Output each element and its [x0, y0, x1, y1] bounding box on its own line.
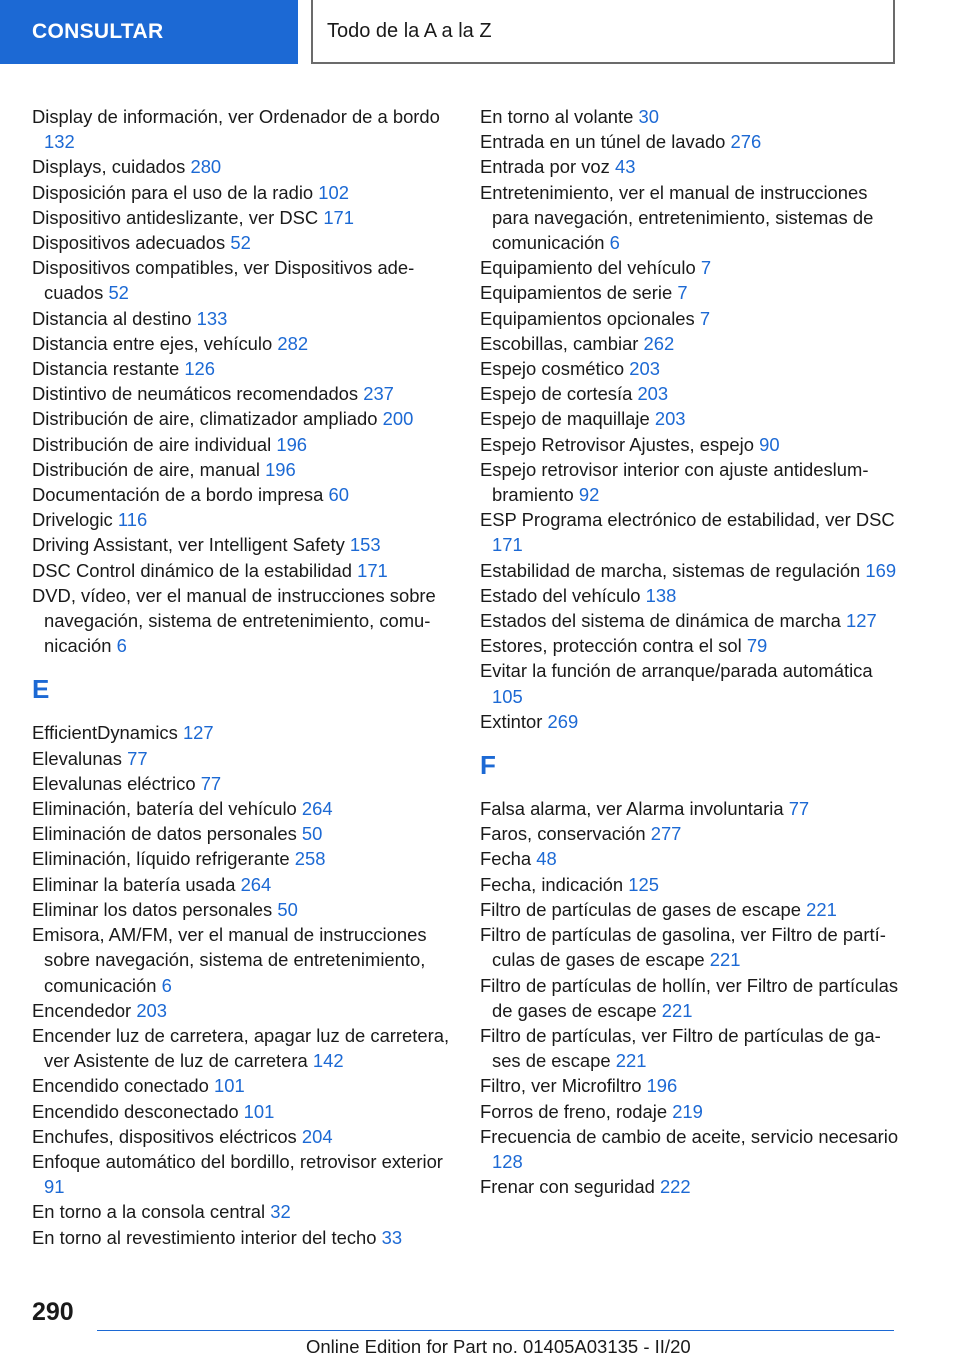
- page-reference-link[interactable]: 196: [265, 458, 296, 480]
- index-entry: [480, 306, 900, 331]
- index-entry: [32, 1023, 450, 1073]
- index-entry: [32, 104, 450, 154]
- index-entry-text: Estados del sistema de dinámica de marcha: [480, 610, 841, 632]
- index-entry: [32, 331, 450, 356]
- page-reference-link[interactable]: 277: [650, 823, 682, 845]
- page-reference-link[interactable]: 7: [700, 257, 712, 279]
- index-entry-text: Equipamiento del vehículo: [480, 257, 696, 279]
- index-entry-text: DVD, vídeo, ver el manual de instrucciones sobre navegación, sistema de entretenimiento, comunicación: [32, 584, 436, 657]
- page-reference-link[interactable]: 171: [323, 206, 355, 228]
- index-entry-text: Estabilidad de marcha, sistemas de regulación: [480, 559, 861, 581]
- index-entry: [32, 507, 450, 532]
- index-entry: [32, 180, 450, 205]
- index-entry: [32, 1199, 450, 1224]
- page-reference-link[interactable]: 258: [294, 848, 326, 870]
- index-entry-text: Dispositivo antideslizante, ver DSC: [32, 206, 319, 228]
- page-reference-link[interactable]: 282: [277, 332, 309, 354]
- page-reference-link[interactable]: 204: [301, 1125, 333, 1147]
- index-entry: [32, 846, 450, 871]
- page-reference-link[interactable]: 269: [547, 710, 579, 732]
- index-entry-text: Estores, protección contra el sol: [480, 635, 742, 657]
- index-entry-text: Dispositivos compatibles, ver Dispositivos adecuados: [32, 257, 415, 304]
- index-entry: [480, 406, 900, 431]
- page-reference-link[interactable]: 79: [746, 635, 768, 657]
- index-entry: [32, 457, 450, 482]
- index-entry-text: Filtro de partículas, ver Filtro de partículas de gases de escape: [480, 1024, 881, 1072]
- index-entry-text: Enchufes, dispositivos eléctricos: [32, 1125, 297, 1147]
- index-entry: [480, 104, 900, 129]
- page-reference-link[interactable]: 127: [182, 722, 214, 744]
- index-entry-text: Equipamientos de serie: [480, 282, 673, 304]
- page-reference-link[interactable]: 7: [677, 282, 688, 304]
- index-entry-text: Faros, conservación: [480, 823, 646, 845]
- page-reference-link[interactable]: 128: [492, 1150, 523, 1172]
- page-reference-link[interactable]: 200: [382, 408, 414, 430]
- index-entry-text: En torno al revestimiento interior del techo: [32, 1226, 377, 1248]
- page-reference-link[interactable]: 125: [628, 873, 659, 895]
- page-reference-link[interactable]: 221: [806, 898, 837, 920]
- index-entry: [32, 1073, 450, 1098]
- page-reference-link[interactable]: 219: [672, 1100, 703, 1122]
- index-entry-text: Frenar con seguridad: [480, 1176, 655, 1198]
- index-entry: [480, 255, 900, 280]
- index-entry: [32, 720, 450, 745]
- index-entry: [480, 507, 900, 557]
- index-entry: [32, 771, 450, 796]
- page-reference-link[interactable]: 222: [659, 1176, 691, 1198]
- index-entry-text: EfficientDynamics: [32, 722, 178, 744]
- index-entry-text: Eliminación, batería del vehículo: [32, 798, 297, 820]
- page-reference-link[interactable]: 221: [709, 949, 741, 971]
- footer-edition-text: Online Edition for Part no. 01405A03135 - II/20: [306, 1336, 691, 1357]
- index-entry: [32, 432, 450, 457]
- page-reference-link[interactable]: 203: [629, 358, 660, 380]
- page-reference-link[interactable]: 171: [492, 534, 523, 556]
- index-entry-text: Entrada por voz: [480, 156, 610, 178]
- index-entry: [32, 306, 450, 331]
- index-entry-text: Distintivo de neumáticos recomendados: [32, 383, 359, 405]
- index-entry-text: Display de información, ver Ordenador de a bordo: [32, 106, 440, 127]
- index-entry-text: Distancia entre ejes, vehículo: [32, 332, 273, 354]
- index-entry-text: Encender luz de carretera, apagar luz de carretera, ver Asistente de luz de carretera: [32, 1024, 450, 1072]
- index-entry: [32, 583, 450, 659]
- page-reference-link[interactable]: 221: [615, 1050, 647, 1072]
- index-entry-text: Frecuencia de cambio de aceite, servicio necesario: [480, 1125, 899, 1147]
- page-reference-link[interactable]: 101: [214, 1075, 245, 1097]
- index-entry: [480, 331, 900, 356]
- index-entry: [480, 432, 900, 457]
- index-entry: [480, 1174, 900, 1199]
- index-entry: [480, 658, 900, 708]
- index-entry: [480, 129, 900, 154]
- index-entry-text: Filtro de partículas de gasolina, ver Filtro de partículas de gases de escape: [480, 924, 886, 971]
- index-entry-text: Disposición para el uso de la radio: [32, 181, 314, 203]
- index-entry: [480, 846, 900, 871]
- index-entry: [32, 482, 450, 507]
- index-entry-text: Falsa alarma, ver Alarma involuntaria: [480, 798, 784, 820]
- index-entry-text: Driving Assistant, ver Intelligent Safety: [32, 534, 345, 556]
- page-reference-link[interactable]: 280: [190, 156, 222, 178]
- index-entry-text: Distancia al destino: [32, 307, 192, 329]
- index-entry: [32, 1225, 450, 1250]
- index-column-right: [480, 104, 900, 1199]
- index-entry: [32, 1099, 450, 1124]
- index-entry: [480, 356, 900, 381]
- index-entry: [32, 796, 450, 821]
- page-reference-link[interactable]: 169: [865, 559, 897, 581]
- index-entry-text: Distribución de aire individual: [32, 433, 272, 455]
- index-entry-text: Encendido conectado: [32, 1075, 209, 1097]
- index-entry: [32, 1124, 450, 1149]
- page-reference-link[interactable]: 6: [116, 635, 127, 657]
- index-entry: [32, 356, 450, 381]
- index-entry: [480, 457, 900, 507]
- page-reference-link[interactable]: 127: [845, 610, 877, 632]
- page-reference-link[interactable]: 33: [381, 1226, 403, 1248]
- index-entry: [32, 406, 450, 431]
- page-reference-link[interactable]: 221: [661, 999, 693, 1021]
- index-entry: [480, 821, 900, 846]
- index-entry-text: Fecha, indicación: [480, 873, 624, 895]
- index-entry-text: Distribución de aire, manual: [32, 458, 260, 480]
- index-entry-text: Eliminación, líquido refrigerante: [32, 848, 290, 870]
- index-entry-text: Equipamientos opcionales: [480, 307, 695, 329]
- index-entry: [480, 922, 900, 972]
- page-reference-link[interactable]: 237: [363, 383, 394, 405]
- page-reference-link[interactable]: 77: [788, 798, 810, 820]
- section-tab-consultar[interactable]: CONSULTAR: [0, 0, 298, 64]
- index-entry: [480, 1099, 900, 1124]
- index-entry: [32, 998, 450, 1023]
- page-reference-link[interactable]: 6: [161, 974, 172, 996]
- index-entry: [32, 154, 450, 179]
- page-reference-link[interactable]: 30: [638, 106, 659, 127]
- page-reference-link[interactable]: 203: [136, 999, 167, 1021]
- page-reference-link[interactable]: 91: [44, 1176, 65, 1198]
- index-entry-text: En torno al volante: [480, 106, 634, 127]
- index-entry-text: Emisora, AM/FM, ver el manual de instrucciones sobre navegación, sistema de entretenimiento, comunicación: [32, 924, 427, 996]
- index-entry: [32, 558, 450, 583]
- index-entry-text: Encendedor: [32, 999, 132, 1021]
- index-entry: [480, 583, 900, 608]
- page-reference-link[interactable]: 60: [328, 484, 349, 506]
- index-entry: [32, 381, 450, 406]
- index-entry: [480, 633, 900, 658]
- index-entry-text: Filtro de partículas de gases de escape: [480, 898, 802, 920]
- index-entry-text: Encendido desconectado: [32, 1100, 239, 1122]
- index-entry: [480, 280, 900, 305]
- page-reference-link[interactable]: 90: [759, 433, 780, 455]
- page-reference-link[interactable]: 133: [196, 307, 228, 329]
- index-entry-text: Eliminar la batería usada: [32, 873, 236, 895]
- page-reference-link[interactable]: 196: [276, 433, 308, 455]
- page-number: 290: [32, 1298, 74, 1326]
- footer-divider: [97, 1330, 894, 1331]
- index-entry-text: Eliminar los datos personales: [32, 898, 273, 920]
- page-reference-link[interactable]: 50: [301, 823, 323, 845]
- index-entry: [480, 1073, 900, 1098]
- index-entry-text: Evitar la función de arranque/parada automática: [480, 660, 873, 682]
- index-entry: [480, 381, 900, 406]
- page-reference-link[interactable]: 264: [301, 798, 333, 820]
- page-reference-link[interactable]: 264: [240, 873, 272, 895]
- index-entry-text: Espejo de maquillaje: [480, 408, 650, 430]
- index-entry: [480, 608, 900, 633]
- page-reference-link[interactable]: 196: [646, 1075, 678, 1097]
- index-entry-text: DSC Control dinámico de la estabilidad: [32, 559, 352, 581]
- index-entry: [480, 180, 900, 256]
- page-reference-link[interactable]: 102: [318, 181, 349, 203]
- index-entry: [32, 821, 450, 846]
- index-entry-text: Espejo Retrovisor Ajustes, espejo: [480, 433, 754, 455]
- index-entry-text: Drivelogic: [32, 509, 113, 531]
- index-entry: [480, 558, 900, 583]
- index-entry: [480, 897, 900, 922]
- index-entry-text: Documentación de a bordo impresa: [32, 484, 324, 506]
- index-letter-heading: E: [32, 674, 50, 705]
- index-entry-text: Escobillas, cambiar: [480, 332, 639, 354]
- page-reference-link[interactable]: 7: [699, 307, 711, 329]
- index-entry-text: Espejo retrovisor interior con ajuste antideslumbramiento: [480, 458, 869, 506]
- page-reference-link[interactable]: 153: [349, 534, 381, 556]
- index-entry-text: Displays, cuidados: [32, 156, 186, 178]
- page-reference-link[interactable]: 92: [578, 484, 600, 506]
- page-reference-link[interactable]: 276: [730, 131, 762, 153]
- index-entry-text: Filtro, ver Microfiltro: [480, 1075, 642, 1097]
- index-entry-text: Espejo cosmético: [480, 358, 625, 380]
- index-entry-text: ESP Programa electrónico de estabilidad, ver DSC: [480, 509, 895, 531]
- index-entry-text: Dispositivos adecuados: [32, 232, 226, 254]
- index-entry-text: Elevalunas eléctrico: [32, 772, 196, 794]
- page-reference-link[interactable]: 77: [127, 747, 148, 769]
- index-entry-text: Enfoque automático del bordillo, retrovisor exterior: [32, 1150, 443, 1172]
- page-reference-link[interactable]: 105: [492, 685, 523, 707]
- index-entry: [480, 872, 900, 897]
- index-entry: [32, 255, 450, 305]
- index-entry: [32, 1149, 450, 1199]
- page-reference-link[interactable]: 132: [44, 131, 75, 153]
- page-reference-link[interactable]: 262: [643, 332, 675, 354]
- index-entry: [480, 709, 900, 734]
- page-reference-link[interactable]: 52: [108, 282, 129, 304]
- chapter-title: Todo de la A a la Z: [311, 0, 895, 64]
- index-entry-text: Distancia restante: [32, 358, 180, 380]
- index-entry: [32, 897, 450, 922]
- index-column-left: [32, 104, 450, 1250]
- index-entry: [32, 205, 450, 230]
- index-entry: [480, 1124, 900, 1174]
- index-entry-text: En torno a la consola central: [32, 1201, 266, 1223]
- index-entry-text: Extintor: [480, 710, 543, 732]
- index-entry: [32, 532, 450, 557]
- index-entry-text: Distribución de aire, climatizador ampliado: [32, 408, 378, 430]
- index-entry: [480, 1023, 900, 1073]
- page-reference-link[interactable]: 77: [200, 772, 222, 794]
- page-reference-link[interactable]: 50: [277, 898, 298, 920]
- page-reference-link[interactable]: 203: [654, 408, 686, 430]
- index-entry: [32, 746, 450, 771]
- page-reference-link[interactable]: 126: [184, 358, 216, 380]
- page-reference-link[interactable]: 138: [645, 584, 677, 606]
- index-entry-text: Forros de freno, rodaje: [480, 1100, 668, 1122]
- page-reference-link[interactable]: 142: [312, 1050, 344, 1072]
- index-entry-text: Estado del vehículo: [480, 584, 641, 606]
- index-entry-text: Espejo de cortesía: [480, 383, 633, 405]
- index-entry-text: Elevalunas: [32, 747, 122, 769]
- index-entry-text: Eliminación de datos personales: [32, 823, 297, 845]
- page-reference-link[interactable]: 171: [357, 559, 388, 581]
- page-reference-link[interactable]: 43: [614, 156, 636, 178]
- index-entry-text: Entretenimiento, ver el manual de instrucciones para navegación, entretenimiento, sistemas de comunicación: [480, 181, 874, 254]
- page-reference-link[interactable]: 32: [270, 1201, 291, 1223]
- index-entry: [480, 973, 900, 1023]
- index-entry: [480, 796, 900, 821]
- index-entry-text: Filtro de partículas de hollín, ver Filtro de partículas de gases de escape: [480, 974, 899, 1021]
- index-entry-text: Fecha: [480, 848, 532, 870]
- page-reference-link[interactable]: 48: [536, 848, 557, 870]
- page-header: [0, 0, 960, 66]
- page-reference-link[interactable]: 52: [230, 232, 251, 254]
- index-entry: [480, 154, 900, 179]
- index-letter-heading: F: [480, 750, 496, 781]
- page-reference-link[interactable]: 116: [117, 509, 148, 531]
- page-reference-link[interactable]: 203: [637, 383, 669, 405]
- index-entry: [32, 872, 450, 897]
- page-reference-link[interactable]: 101: [243, 1100, 275, 1122]
- index-entry-text: Entrada en un túnel de lavado: [480, 131, 726, 153]
- page-reference-link[interactable]: 6: [609, 232, 620, 254]
- index-entry: [32, 922, 450, 998]
- index-entry: [32, 230, 450, 255]
